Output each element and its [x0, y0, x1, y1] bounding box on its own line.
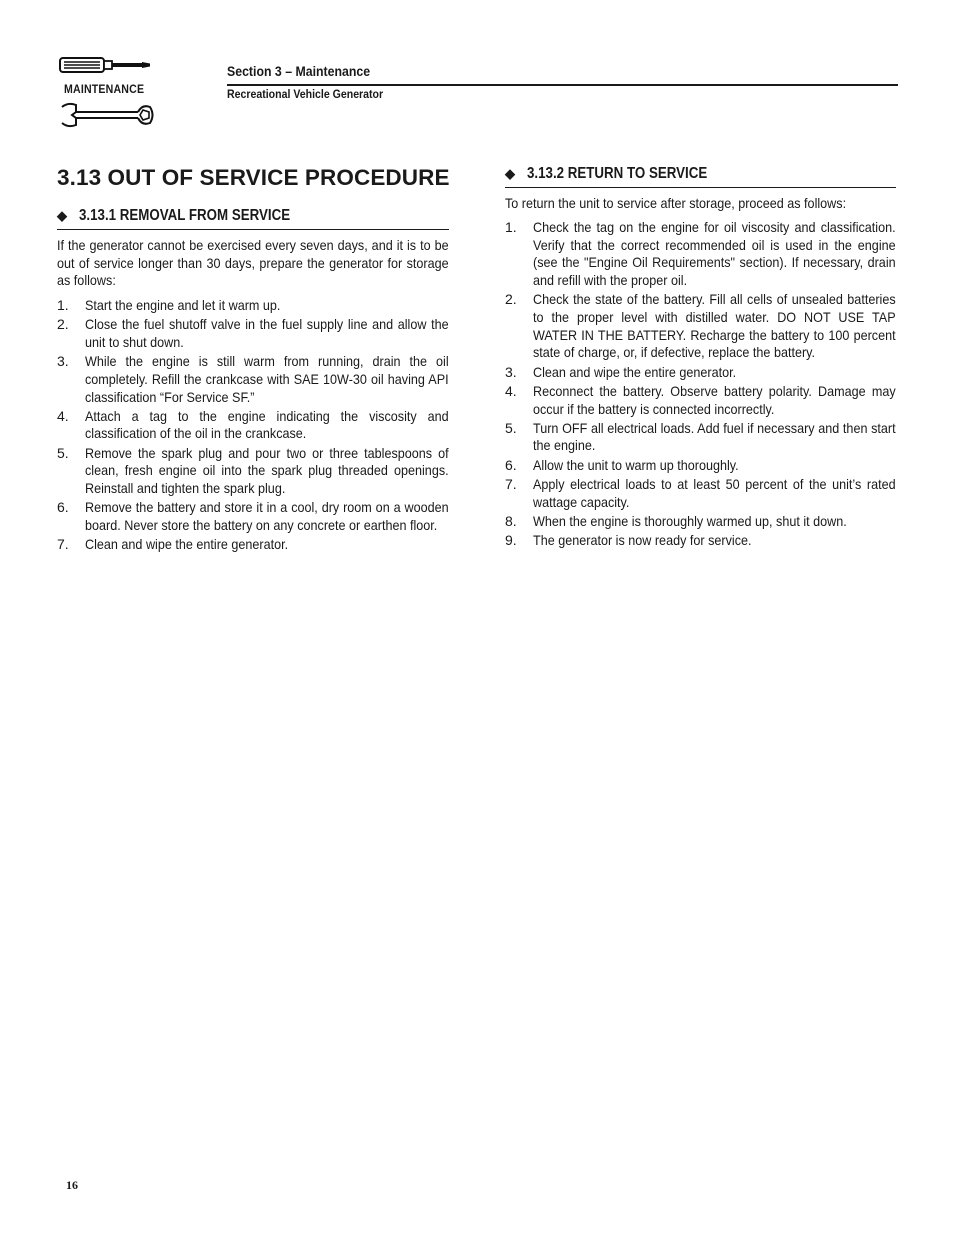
step-number: 6. [57, 499, 69, 516]
page-title: 3.13 OUT OF SERVICE PROCEDURE [57, 165, 450, 190]
step-number: 2. [505, 291, 517, 308]
step-text: While the engine is still warm from running, drain the oil completely. Refill the crankcase with SAE 10W-30 oil having API classification “For Service SF.” [85, 353, 449, 405]
step-text: Allow the unit to warm up thoroughly. [533, 456, 739, 473]
list-item [505, 291, 896, 362]
step-text: Turn OFF all electrical loads. Add fuel if necessary and then start the engine. [533, 419, 896, 454]
list-item [57, 499, 449, 534]
list-item [505, 364, 896, 382]
step-number: 3. [57, 353, 69, 370]
wrench-icon [58, 100, 156, 130]
step-text: Remove the spark plug and pour two or three tablespoons of clean, fresh engine oil into the spark plug threaded openings. Reinstall and tighten the spark plug. [85, 444, 449, 497]
step-number: 5. [505, 419, 517, 436]
step-text: Reconnect the battery. Observe battery polarity. Damage may occur if the battery is connected incorrectly. [533, 382, 896, 417]
step-number: 1. [57, 297, 69, 313]
diamond-bullet-icon: ◆ [57, 208, 67, 223]
step-text: When the engine is thoroughly warmed up, shut it down. [533, 512, 847, 529]
step-number: 1. [505, 219, 517, 235]
return-intro: To return the unit to service after storage, proceed as follows: [505, 195, 847, 211]
list-item [57, 408, 449, 443]
list-item [505, 383, 896, 418]
diamond-bullet-icon: ◆ [505, 166, 515, 181]
step-number: 7. [505, 475, 517, 492]
step-text: The generator is now ready for service. [533, 531, 752, 548]
header-section: Section 3 – Maintenance [227, 63, 371, 79]
list-item [57, 353, 449, 406]
step-text: Attach a tag to the engine indicating the viscosity and classification of the oil in the crankcase. [85, 407, 449, 442]
list-item [57, 445, 449, 498]
screwdriver-icon [58, 54, 154, 76]
step-number: 4. [505, 382, 517, 399]
step-number: 7. [57, 536, 69, 553]
header-divider [227, 84, 898, 86]
step-text: Apply electrical loads to at least 50 percent of the unit’s rated wattage capacity. [533, 475, 896, 510]
list-item [505, 476, 896, 511]
step-number: 3. [505, 363, 517, 380]
step-number: 2. [57, 316, 69, 333]
list-item [57, 536, 449, 554]
list-item [505, 420, 896, 455]
step-text: Check the tag on the engine for oil viscosity and classification. Verify that the correct recommended oil is used in the engine (see the "Engine Oil Requirements" section). If necessary, drain and refill with the proper oil. [533, 219, 896, 289]
step-text: Clean and wipe the entire generator. [85, 536, 289, 553]
list-item [57, 316, 449, 351]
removal-intro: If the generator cannot be exercised every seven days, and it is to be out of service longer than 30 days, prepare the generator for storage as follows: [57, 237, 449, 289]
logo-label: MAINTENANCE [64, 84, 145, 96]
step-number: 6. [505, 456, 517, 473]
page-number: 16 [66, 1178, 78, 1192]
step-text: Start the engine and let it warm up. [85, 297, 281, 313]
step-number: 4. [57, 407, 69, 424]
return-heading [505, 165, 896, 188]
step-number: 9. [505, 531, 517, 548]
step-text: Clean and wipe the entire generator. [533, 363, 737, 380]
step-number: 8. [505, 512, 517, 529]
maintenance-logo [58, 54, 158, 132]
step-number: 5. [57, 444, 69, 461]
step-text: Remove the battery and store it in a cool, dry room on a wooden board. Never store the battery on any concrete or earthen floor. [85, 499, 449, 533]
step-text: Check the state of the battery. Fill all cells of unsealed batteries to the proper level with distilled water. DO NOT USE TAP WATER IN THE BATTERY. Recharge the battery to 100 percent state of charge, or, if defective, replace the battery. [533, 291, 896, 361]
list-item [505, 457, 896, 475]
list-item [505, 513, 896, 531]
return-steps [505, 219, 896, 551]
removal-steps [57, 297, 449, 555]
removal-heading [57, 207, 449, 230]
step-text: Close the fuel shutoff valve in the fuel supply line and allow the unit to shut down. [85, 316, 449, 350]
list-item [57, 297, 449, 315]
removal-heading-text: 3.13.1 REMOVAL FROM SERVICE [79, 207, 291, 224]
list-item [505, 532, 896, 550]
list-item [505, 219, 896, 290]
return-heading-text: 3.13.2 RETURN TO SERVICE [527, 165, 708, 182]
header-subtitle: Recreational Vehicle Generator [227, 87, 384, 101]
